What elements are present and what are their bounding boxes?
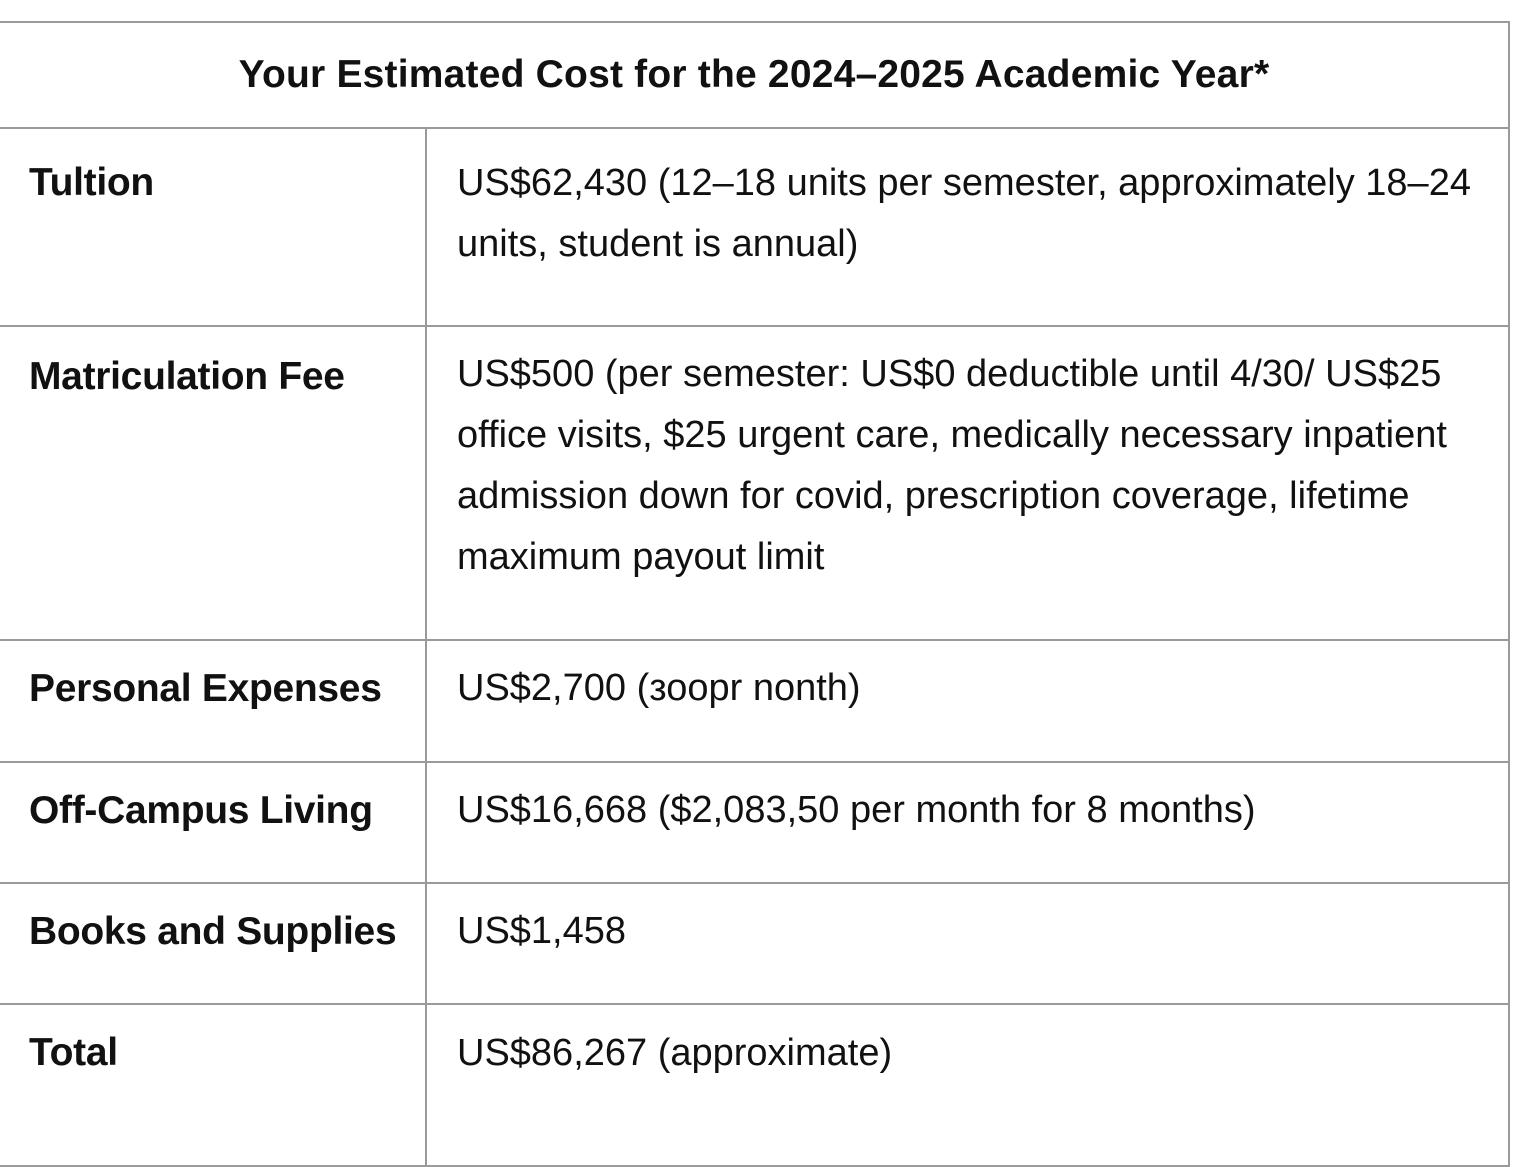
- row-value-total: US$86,267 (approximate): [426, 1004, 1509, 1166]
- row-label-off-campus-living: Off-Campus Living: [0, 762, 426, 883]
- table-row: [0, 762, 1509, 883]
- cost-estimate-table: [0, 21, 1510, 1167]
- row-value-tuition: US$62,430 (12–18 units per semester, approximately 18–24 units, student is annual): [426, 128, 1509, 326]
- row-label-total: Total: [0, 1004, 426, 1166]
- row-label-tuition: Tultion: [0, 128, 426, 326]
- table-title-row: [0, 22, 1509, 128]
- table-row: [0, 1004, 1509, 1166]
- table-row: [0, 326, 1509, 640]
- row-value-off-campus-living: US$16,668 ($2,083,50 per month for 8 months): [426, 762, 1509, 883]
- table-row: [0, 640, 1509, 762]
- table-title: Your Estimated Cost for the 2024–2025 Academic Year*: [0, 22, 1509, 128]
- row-label-books-and-supplies: Books and Supplies: [0, 883, 426, 1004]
- row-label-matriculation-fee: Matriculation Fee: [0, 326, 426, 640]
- row-label-personal-expenses: Personal Expenses: [0, 640, 426, 762]
- table-row: [0, 128, 1509, 326]
- table-row: [0, 883, 1509, 1004]
- row-value-books-and-supplies: US$1,458: [426, 883, 1509, 1004]
- row-value-matriculation-fee: US$500 (per semester: US$0 deductible until 4/30/ US$25 office visits, $25 urgent care, medically necessary inpatient admission down for covid, prescription coverage, lifetime maximum payout limit: [426, 326, 1509, 640]
- row-value-personal-expenses: US$2,700 (зоopr nonth): [426, 640, 1509, 762]
